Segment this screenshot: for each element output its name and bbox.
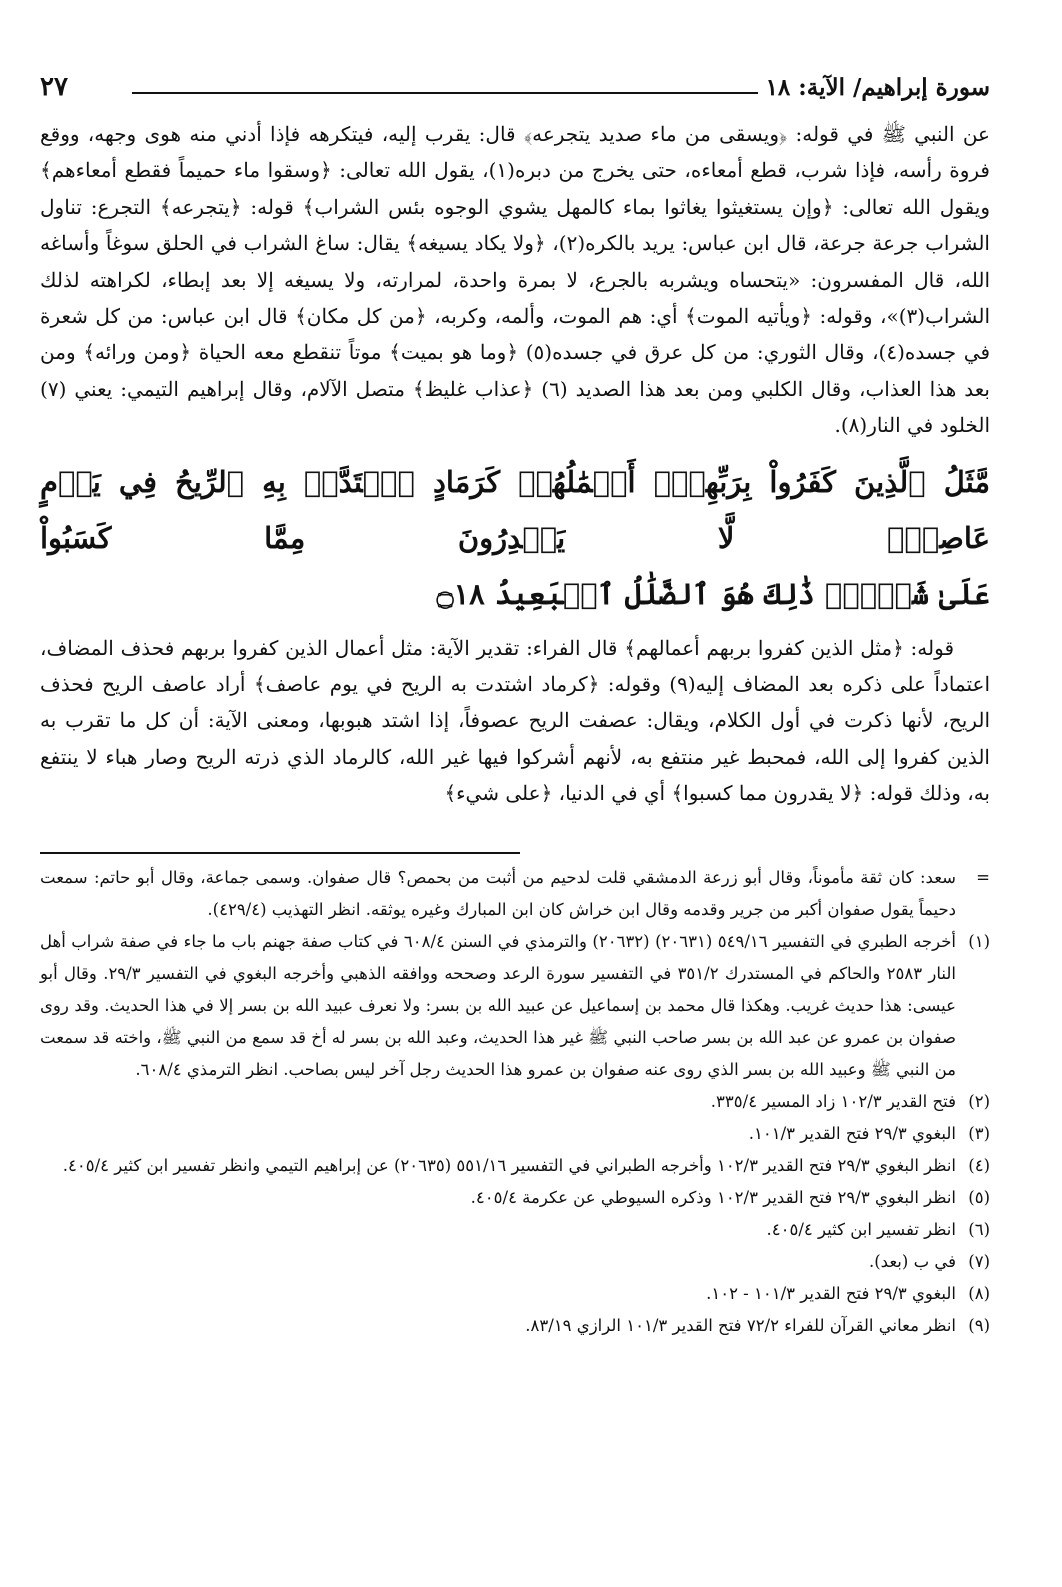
footnote-marker: (٧) — [968, 1251, 990, 1271]
footnote — [40, 926, 990, 1086]
footnote — [40, 1086, 990, 1118]
footnote — [40, 1310, 990, 1342]
footnote — [40, 1214, 990, 1246]
footnote-marker: (٥) — [968, 1187, 990, 1207]
footnote — [40, 1278, 990, 1310]
footnote-marker: (٨) — [968, 1283, 990, 1303]
footnote-text: سعد: كان ثقة مأموناً، وقال أبو زرعة الدمشقي قلت لدحيم من أثبت من بحمص؟ قال صفوان. وسمى جماعة، وقال أبو حاتم: سمعت دحيماً يقول صفوان أكبر من جرير وقدمه وقال ابن خراش كان ابن المبارك وغيره يوثقه. انظر التهذيب (٤٢٩/٤). — [40, 867, 956, 919]
footnote — [40, 862, 990, 926]
footnote — [40, 1182, 990, 1214]
commentary-paragraph-2: قوله: ﴿مثل الذين كفروا بربهم أعمالهم﴾ قال الفراء: تقدير الآية: مثل أعمال الذين كفروا بربهم فحذف المضاف، اعتماداً على ذكره بعد المضاف إليه(٩) وقوله: ﴿كرماد اشتدت به الريح في يوم عاصف﴾ أراد عاصف الريح فحذف الريح، لأنها ذكرت في أول الكلام، ويقال: عصفت الريح عصوفاً، إذا اشتد هبوبها، ومعنى الآية: أن كل ما تقرب به الذين كفروا إلى الله، فمحبط غير منتفع به، لأنهم أشركوا فيها غير الله، كالرماد الذي ذرته الريح وصار هباء لا ينتفع به، وذلك قوله: ﴿لا يقدرون مما كسبوا﴾ أي في الدنيا، ﴿على شيء﴾ — [40, 635, 991, 806]
page-header — [40, 72, 990, 110]
footnote-text: أخرجه الطبري في التفسير ٥٤٩/١٦ (٢٠٦٣١) (٢٠٦٣٢) والترمذي في السنن ٦٠٨/٤ في كتاب صفة جهنم باب ما جاء في صفة شراب أهل النار ٢٥٨٣ والحاكم في المستدرك ٣٥١/٢ في التفسير سورة الرعد وصححه ووافقه الذهبي وأخرجه البغوي في التفسير ٢٩/٣. وقال أبو عيسى: هذا حديث غريب. وهكذا قال محمد بن إسماعيل عن عبيد الله بن بسر: ولا نعرف عبيد الله بن بسر إلا في هذا الحديث. وقد روى صفوان بن عمرو عن عبد الله بن بسر صاحب النبي ﷺ غير هذا الحديث، وعبد الله بن بسر له أخ قد سمع من النبي ﷺ، واخته قد سمعت من النبي ﷺ وعبيد الله بن بسر الذي روى عنه صفوان بن عمرو هذا الحديث رجل آخر ليس بصاحب. انظر الترمذي ٦٠٨/٤. — [40, 931, 956, 1079]
footnote — [40, 1150, 990, 1182]
footnote-text: فتح القدير ١٠٢/٣ زاد المسير ٣٣٥/٤. — [710, 1091, 956, 1111]
footnote-marker: (٣) — [968, 1123, 990, 1143]
footnote-text: انظر تفسير ابن كثير ٤٠٥/٤. — [766, 1219, 956, 1239]
footnote-marker: (١) — [968, 931, 990, 951]
quran-verse — [40, 454, 990, 622]
footnote-marker: = — [976, 867, 990, 887]
page-number: ٢٧ — [40, 72, 68, 102]
footnote — [40, 1118, 990, 1150]
verse-line-2: عَلَىٰ شَيۡءٖۚ ذَٰلِكَ هُوَ ٱلضَّلَٰلُ ٱلۡبَعِيدُ ۝١٨ — [436, 576, 990, 611]
verse-line-1: مَّثَلُ ٱلَّذِينَ كَفَرُواْ بِرَبِّهِمۡۖ أَعۡمَٰلُهُمۡ كَرَمَادٍ ٱشۡتَدَّتۡ بِهِ ٱلرِّيحُ فِي يَوۡمٍ عَاصِفٖۖ لَّا يَقۡدِرُونَ مِمَّا كَسَبُواْ — [40, 464, 990, 555]
footnote-marker: (٦) — [968, 1219, 990, 1239]
footnote-marker: (٤) — [968, 1155, 990, 1175]
footnote-text: البغوي ٢٩/٣ فتح القدير ١٠١/٣ - ١٠٢. — [706, 1283, 956, 1303]
footnote-text: انظر معاني القرآن للفراء ٧٢/٢ فتح القدير ١٠١/٣ الرازي ٨٣/١٩. — [525, 1315, 956, 1335]
main-text — [40, 110, 990, 812]
footnote-text: انظر البغوي ٢٩/٣ فتح القدير ١٠٢/٣ وأخرجه الطبراني في التفسير ٥٥١/١٦ (٢٠٦٣٥) عن إبراهيم التيمي وانظر تفسير ابن كثير ٤٠٥/٤. — [62, 1155, 956, 1175]
footnote-text: انظر البغوي ٢٩/٣ فتح القدير ١٠٢/٣ وذكره السيوطي عن عكرمة ٤٠٥/٤. — [470, 1187, 956, 1207]
footnote-marker: (٢) — [968, 1091, 990, 1111]
footnote-text: البغوي ٢٩/٣ فتح القدير ١٠١/٣. — [748, 1123, 956, 1143]
footnote-text: في ب (بعد). — [869, 1251, 956, 1271]
footnote — [40, 1246, 990, 1278]
header-rule — [132, 92, 758, 94]
footnote-marker: (٩) — [968, 1315, 990, 1335]
commentary-paragraph-1: عن النبي ﷺ في قوله: ﴿ويسقى من ماء صديد يتجرعه﴾ قال: يقرب إليه، فيتكرهه فإذا أدني منه هوى وجهه، ووقع فروة رأسه، فإذا شرب، قطع أمعاءه، حتى يخرج من دبره(١)، يقول الله تعالى: ﴿وسقوا ماء حميماً فقطع أمعاءهم﴾ ويقول الله تعالى: ﴿وإن يستغيثوا يغاثوا بماء كالمهل يشوي الوجوه بئس الشراب﴾ قوله: ﴿يتجرعه﴾ التجرع: تناول الشراب جرعة جرعة، قال ابن عباس: يريد بالكره(٢)، ﴿ولا يكاد يسيغه﴾ يقال: ساغ الشراب في الحلق سوغاً وأساغه الله، قال المفسرون: «يتحساه ويشربه بالجرع، لا بمرة واحدة، لمرارته، ولا يسيغه إلا بعد إبطاء، لكراهته لذلك الشراب(٣)»، وقوله: ﴿ويأتيه الموت﴾ أي: هم الموت، وألمه، وكربه، ﴿من كل مكان﴾ قال ابن عباس: من كل شعرة في جسده(٤)، وقال الثوري: من كل عرق في جسده(٥) ﴿وما هو بميت﴾ موتاً تنقطع معه الحياة ﴿ومن ورائه﴾ ومن بعد هذا العذاب، وقال الكلبي ومن بعد هذا الصديد (٦) ﴿عذاب غليظ﴾ متصل الآلام، وقال إبراهيم التيمي: يعني (٧) الخلود في النار(٨). — [40, 122, 991, 438]
surah-title: سورة إبراهيم/ الآية: ١٨ — [765, 74, 990, 101]
footnotes — [40, 854, 990, 1342]
